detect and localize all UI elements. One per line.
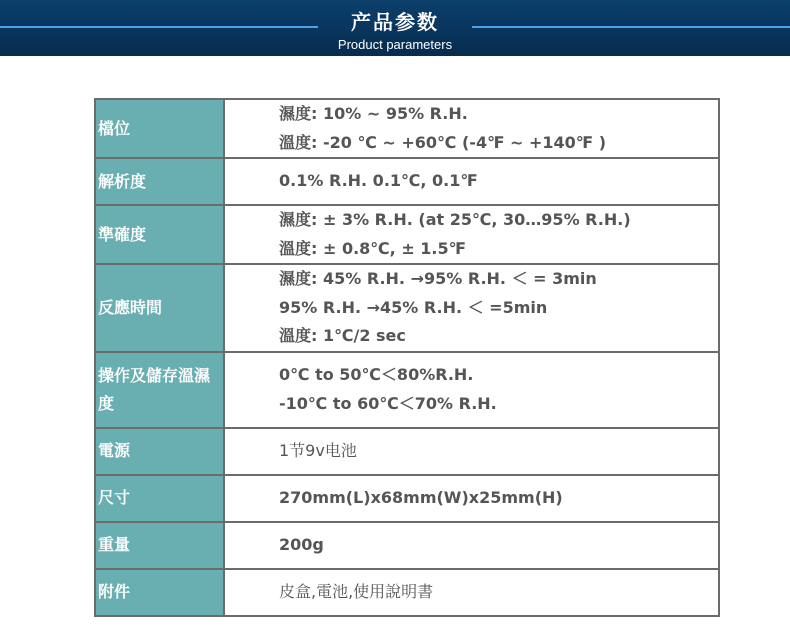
param-value [224,475,719,522]
value-line: 95% R.H. →45% R.H. ＜ =5min [279,297,548,317]
param-value [224,264,719,352]
param-label: 附件 [95,569,224,616]
value-line: 0.1% R.H. 0.1℃, 0.1℉ [279,171,478,191]
param-value [224,569,719,616]
param-label: 準確度 [95,205,224,264]
table-row [95,99,719,158]
table-row [95,475,719,522]
parameters-table [94,98,720,617]
param-value [224,428,719,475]
value-line: 溫度: ± 0.8℃, ± 1.5℉ [279,238,467,258]
param-label: 檔位 [95,99,224,158]
value-line: 皮盒,電池,使用說明書 [279,581,434,601]
param-label: 反應時間 [95,264,224,352]
table-row [95,569,719,616]
param-value [224,522,719,569]
table-row [95,264,719,352]
header-banner [0,0,790,56]
value-line: 溫度: 1℃/2 sec [279,326,406,345]
param-label: 電源 [95,428,224,475]
value-line: 濕度: 45% R.H. →95% R.H. ＜ = 3min [279,269,597,288]
param-label: 尺寸 [95,475,224,522]
table-row [95,158,719,205]
table-row [95,352,719,428]
table-row [95,205,719,264]
section-title: 产品参数 [351,10,439,34]
value-line: 濕度: ± 3% R.H. (at 25℃, 30…95% R.H.) [279,210,631,229]
param-label: 解析度 [95,158,224,205]
param-value [224,158,719,205]
value-line: 270mm(L)x68mm(W)x25mm(H) [279,487,563,507]
param-label: 操作及儲存溫濕度 [95,352,224,428]
param-value [224,99,719,158]
table-row [95,522,719,569]
param-label: 重量 [95,522,224,569]
value-line: -10℃ to 60℃＜70% R.H. [279,393,497,413]
table-row [95,428,719,475]
value-line: 1节9v电池 [279,440,357,460]
param-value [224,205,719,264]
value-line: 0℃ to 50℃＜80%R.H. [279,365,474,384]
value-line: 濕度: 10% ~ 95% R.H. [279,104,468,123]
value-line: 溫度: -20 ℃ ~ +60℃ (-4℉ ~ +140℉ ) [279,132,607,152]
value-line: 200g [279,534,324,554]
param-value [224,352,719,428]
section-subtitle: Product parameters [337,37,453,52]
